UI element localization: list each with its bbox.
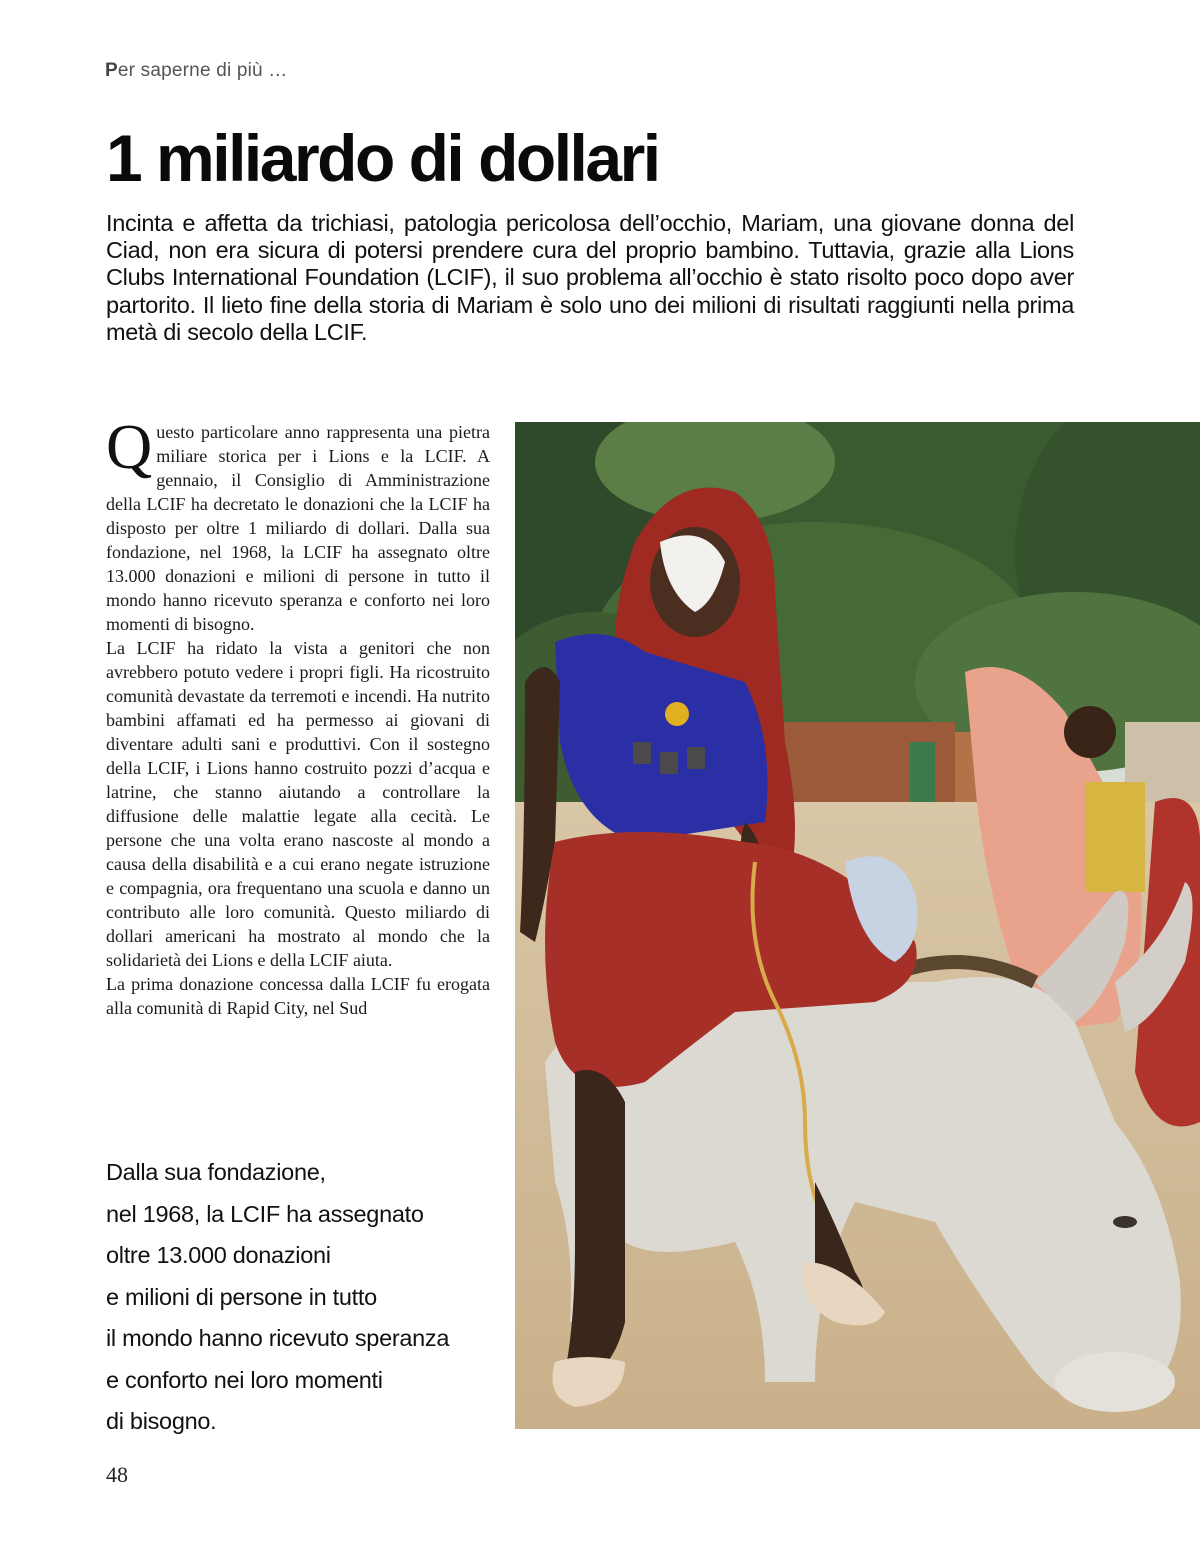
pull-quote-line: di bisogno. [106, 1408, 217, 1434]
page-number: 48 [106, 1462, 128, 1487]
section-kicker [105, 60, 288, 82]
pull-quote [106, 1152, 506, 1443]
body-paragraph-2: La LCIF ha ridato la vista a genitori che non avrebbero potuto vedere i propri figli. Ha ricostruito comunità devastate da terremoti e incendi. Ha nutrito bambini affamati ed ha permesso ai giovani di diventare adulti sani e produttivi. Con il sostegno della LCIF, i Lions hanno costruito pozzi d’acqua e latrine, che stanno aiutando a controllare la diffusione delle malattie legate alla cecità. Le persone che una volta erano nascoste al mondo a causa della disabilità e a cui erano negate istruzione e compagnia, ora frequentano una scuola e danno un contributo alle loro comunità. Questo miliardo di dollari americani ha mostrato al mondo che la solidarietà dei Lions e della LCIF aiuta. [106, 638, 490, 970]
drop-cap: Q [106, 411, 153, 482]
body-paragraph-1-text: uesto particolare anno rappresenta una pietra miliare storica per i Lions e la LCIF. A gennaio, il Consiglio di Amministrazione della LCIF ha decretato le donazioni che la LCIF ha disposto per oltre 1 miliardo di dollari. Dalla sua fondazione, nel 1968, la LCIF ha assegnato oltre 13.000 donazioni e milioni di persone in tutto il mondo hanno ricevuto speranza e conforto nei loro momenti di bisogno. [106, 422, 490, 634]
kicker-text: er saperne di più … [117, 60, 288, 81]
photo-illustration [515, 422, 1200, 1429]
pull-quote-line: e conforto nei loro momenti [106, 1366, 383, 1393]
body-paragraph-1 [106, 411, 490, 636]
pull-quote-line: Dalla sua fondazione, [106, 1159, 326, 1185]
article-title: 1 miliardo di dollari [106, 121, 659, 195]
pull-quote-line: il mondo hanno ricevuto speranza [106, 1325, 450, 1351]
pull-quote-line: nel 1968, la LCIF ha assegnato [106, 1200, 424, 1227]
article-photo [515, 422, 1200, 1429]
article-intro: Incinta e affetta da trichiasi, patologia pericolosa dell’occhio, Mariam, una giovane donna del Ciad, non era sicura di potersi prendere cura del proprio bambino. Tuttavia, grazie alla Lions Clubs International Foundation (LCIF), il suo problema all’occhio è stato risolto poco dopo aver partorito. Il lieto fine della storia di Mariam è solo uno dei milioni di risultati raggiunti nella prima metà di secolo della LCIF. [106, 210, 1074, 345]
pull-quote-line: e milioni di persone in tutto [106, 1283, 377, 1310]
article-body [106, 411, 490, 1020]
kicker-initial: P [105, 60, 118, 81]
pull-quote-line: oltre 13.000 donazioni [106, 1242, 331, 1268]
body-paragraph-3: La prima donazione concessa dalla LCIF fu erogata alla comunità di Rapid City, nel Sud [106, 974, 490, 1018]
